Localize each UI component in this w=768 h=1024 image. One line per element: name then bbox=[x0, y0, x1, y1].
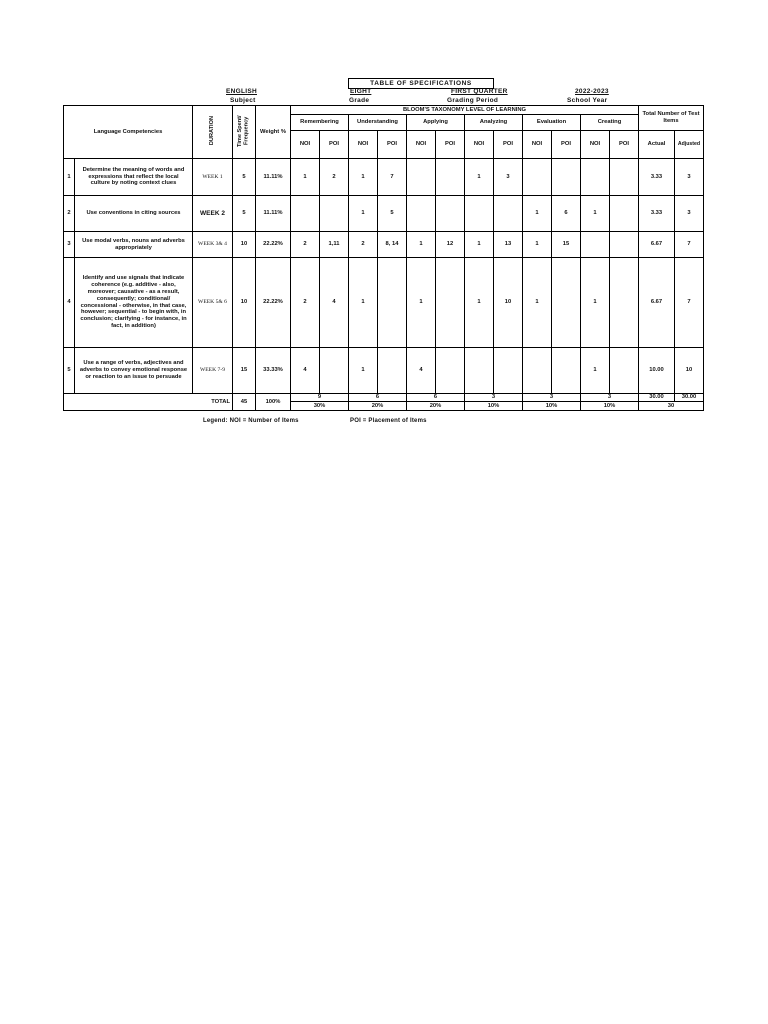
weight-cell: 11.11% bbox=[256, 159, 291, 196]
evaluation-total-count: 3 bbox=[523, 394, 581, 402]
analyzing-poi bbox=[494, 348, 523, 394]
total-row-1 bbox=[64, 394, 704, 402]
applying-noi: 1 bbox=[407, 258, 436, 348]
creating-poi bbox=[610, 196, 639, 232]
grade-label: Grade bbox=[349, 97, 370, 104]
evaluation-poi bbox=[552, 159, 581, 196]
legend-poi: POI = Placement of Items bbox=[350, 418, 427, 424]
row-number: 1 bbox=[64, 159, 75, 196]
weight-header: Weight % bbox=[256, 106, 291, 159]
understanding-poi: 7 bbox=[378, 159, 407, 196]
understanding-noi: 1 bbox=[349, 348, 378, 394]
evaluation-noi: 1 bbox=[523, 258, 552, 348]
time-cell: 15 bbox=[233, 348, 256, 394]
grand-total: 30 bbox=[639, 402, 704, 411]
applying-noi: 1 bbox=[407, 232, 436, 258]
table-row bbox=[64, 232, 704, 258]
understanding-poi: 5 bbox=[378, 196, 407, 232]
competency-cell: Use a range of verbs, adjectives and adverbs to convey emotional response or reaction to an issue to persuade bbox=[75, 348, 193, 394]
total-time: 45 bbox=[233, 394, 256, 411]
analyzing-noi: 1 bbox=[465, 159, 494, 196]
total-items-header: Total Number of Test Items bbox=[639, 106, 704, 131]
subject-value: ENGLISH bbox=[226, 88, 257, 95]
adjusted-cell: 7 bbox=[675, 232, 704, 258]
analyzing-poi: 3 bbox=[494, 159, 523, 196]
applying-poi bbox=[436, 159, 465, 196]
adjusted-cell: 3 bbox=[675, 159, 704, 196]
poi-header: POI bbox=[378, 131, 407, 159]
duration-cell: WEEK 3& 4 bbox=[193, 232, 233, 258]
analyzing-poi bbox=[494, 196, 523, 232]
actual-cell: 6.67 bbox=[639, 232, 675, 258]
creating-poi bbox=[610, 232, 639, 258]
applying-poi bbox=[436, 196, 465, 232]
creating-noi: 1 bbox=[581, 348, 610, 394]
level-applying: Applying bbox=[407, 115, 465, 131]
remembering-noi bbox=[291, 196, 320, 232]
applying-noi: 4 bbox=[407, 348, 436, 394]
applying-poi bbox=[436, 258, 465, 348]
remembering-noi: 2 bbox=[291, 232, 320, 258]
understanding-noi: 1 bbox=[349, 196, 378, 232]
remembering-total-count: 9 bbox=[291, 394, 349, 402]
competency-cell: Use modal verbs, nouns and adverbs appropriately bbox=[75, 232, 193, 258]
grade-value: EIGHT bbox=[350, 88, 372, 95]
applying-poi bbox=[436, 348, 465, 394]
competency-cell: Identify and use signals that indicate coherence (e.g. additive - also, moreover; causative - as a result, consequently; conditional/ concessional - otherwise, in that case, however; sequential - to begin with, in conclusion; clarifying - for instance, in fact, in addition) bbox=[75, 258, 193, 348]
actual-cell: 6.67 bbox=[639, 258, 675, 348]
competencies-header: Language Competencies bbox=[64, 106, 193, 159]
specifications-table bbox=[63, 105, 704, 411]
evaluation-poi bbox=[552, 348, 581, 394]
evaluation-noi: 1 bbox=[523, 232, 552, 258]
understanding-poi bbox=[378, 348, 407, 394]
evaluation-noi: 1 bbox=[523, 196, 552, 232]
analyzing-noi: 1 bbox=[465, 232, 494, 258]
noi-header: NOI bbox=[523, 131, 552, 159]
actual-total: 30.00 bbox=[639, 394, 675, 402]
weight-cell: 22.22% bbox=[256, 232, 291, 258]
evaluation-poi: 6 bbox=[552, 196, 581, 232]
competency-cell: Use conventions in citing sources bbox=[75, 196, 193, 232]
row-number: 5 bbox=[64, 348, 75, 394]
remembering-noi: 1 bbox=[291, 159, 320, 196]
analyzing-noi bbox=[465, 196, 494, 232]
noi-header: NOI bbox=[465, 131, 494, 159]
time-cell: 5 bbox=[233, 159, 256, 196]
level-creating: Creating bbox=[581, 115, 639, 131]
header-row-1 bbox=[64, 106, 704, 115]
poi-header: POI bbox=[494, 131, 523, 159]
weight-cell: 11.11% bbox=[256, 196, 291, 232]
understanding-noi: 1 bbox=[349, 258, 378, 348]
analyzing-noi bbox=[465, 348, 494, 394]
actual-cell: 3.33 bbox=[639, 196, 675, 232]
table-row bbox=[64, 258, 704, 348]
creating-total-count: 3 bbox=[581, 394, 639, 402]
table-row bbox=[64, 159, 704, 196]
evaluation-poi: 15 bbox=[552, 232, 581, 258]
creating-noi: 1 bbox=[581, 258, 610, 348]
adjusted-cell: 3 bbox=[675, 196, 704, 232]
subject-label: Subject bbox=[230, 97, 256, 104]
weight-cell: 22.22% bbox=[256, 258, 291, 348]
actual-cell: 10.00 bbox=[639, 348, 675, 394]
creating-poi bbox=[610, 258, 639, 348]
remembering-poi bbox=[320, 348, 349, 394]
creating-poi bbox=[610, 348, 639, 394]
creating-total-percent: 10% bbox=[581, 402, 639, 411]
creating-poi bbox=[610, 159, 639, 196]
evaluation-total-percent: 10% bbox=[523, 402, 581, 411]
adjusted-total: 30.00 bbox=[675, 394, 704, 402]
poi-header: POI bbox=[436, 131, 465, 159]
remembering-noi: 4 bbox=[291, 348, 320, 394]
creating-noi: 1 bbox=[581, 196, 610, 232]
adjusted-cell: 7 bbox=[675, 258, 704, 348]
document-title: TABLE OF SPECIFICATIONS bbox=[348, 78, 494, 89]
level-understanding: Understanding bbox=[349, 115, 407, 131]
evaluation-noi bbox=[523, 159, 552, 196]
noi-header: NOI bbox=[581, 131, 610, 159]
remembering-poi: 4 bbox=[320, 258, 349, 348]
adjusted-header: Adjusted bbox=[675, 131, 704, 159]
time-spent-header: Time Spent/ Frequency bbox=[233, 106, 256, 159]
applying-noi bbox=[407, 196, 436, 232]
remembering-poi: 2 bbox=[320, 159, 349, 196]
bloom-header: BLOOM'S TAXONOMY LEVEL OF LEARNING bbox=[291, 106, 639, 115]
grading-period-value: FIRST QUARTER bbox=[451, 88, 508, 95]
remembering-poi bbox=[320, 196, 349, 232]
school-year-label: School Year bbox=[567, 97, 608, 104]
analyzing-poi: 13 bbox=[494, 232, 523, 258]
time-cell: 5 bbox=[233, 196, 256, 232]
duration-header: DURATION bbox=[193, 106, 233, 159]
duration-cell: WEEK 7-9 bbox=[193, 348, 233, 394]
row-number: 4 bbox=[64, 258, 75, 348]
poi-header: POI bbox=[610, 131, 639, 159]
evaluation-noi bbox=[523, 348, 552, 394]
total-blank bbox=[64, 394, 193, 411]
understanding-noi: 1 bbox=[349, 159, 378, 196]
grading-period-label: Grading Period bbox=[447, 97, 499, 104]
analyzing-noi: 1 bbox=[465, 258, 494, 348]
creating-noi bbox=[581, 232, 610, 258]
actual-header: Actual bbox=[639, 131, 675, 159]
creating-noi bbox=[581, 159, 610, 196]
level-remembering: Remembering bbox=[291, 115, 349, 131]
analyzing-total-percent: 10% bbox=[465, 402, 523, 411]
applying-noi bbox=[407, 159, 436, 196]
table-row bbox=[64, 348, 704, 394]
actual-cell: 3.33 bbox=[639, 159, 675, 196]
weight-cell: 33.33% bbox=[256, 348, 291, 394]
remembering-noi: 2 bbox=[291, 258, 320, 348]
adjusted-cell: 10 bbox=[675, 348, 704, 394]
time-cell: 10 bbox=[233, 258, 256, 348]
school-year-value: 2022-2023 bbox=[575, 88, 609, 95]
evaluation-poi bbox=[552, 258, 581, 348]
poi-header: POI bbox=[320, 131, 349, 159]
duration-cell: WEEK 1 bbox=[193, 159, 233, 196]
understanding-poi: 8, 14 bbox=[378, 232, 407, 258]
level-evaluation: Evaluation bbox=[523, 115, 581, 131]
remembering-poi: 1,11 bbox=[320, 232, 349, 258]
applying-total-percent: 20% bbox=[407, 402, 465, 411]
remembering-total-percent: 30% bbox=[291, 402, 349, 411]
total-weight: 100% bbox=[256, 394, 291, 411]
duration-cell: WEEK 2 bbox=[193, 196, 233, 232]
analyzing-poi: 10 bbox=[494, 258, 523, 348]
noi-header: NOI bbox=[349, 131, 378, 159]
table-row bbox=[64, 196, 704, 232]
total-label: TOTAL bbox=[193, 394, 233, 411]
legend-noi: Legend: NOI = Number of Items bbox=[203, 418, 299, 424]
competency-cell: Determine the meaning of words and expressions that reflect the local culture by noting context clues bbox=[75, 159, 193, 196]
noi-header: NOI bbox=[291, 131, 320, 159]
analyzing-total-count: 3 bbox=[465, 394, 523, 402]
time-cell: 10 bbox=[233, 232, 256, 258]
applying-poi: 12 bbox=[436, 232, 465, 258]
row-number: 3 bbox=[64, 232, 75, 258]
understanding-noi: 2 bbox=[349, 232, 378, 258]
poi-header: POI bbox=[552, 131, 581, 159]
understanding-total-percent: 20% bbox=[349, 402, 407, 411]
row-number: 2 bbox=[64, 196, 75, 232]
understanding-total-count: 6 bbox=[349, 394, 407, 402]
applying-total-count: 6 bbox=[407, 394, 465, 402]
understanding-poi bbox=[378, 258, 407, 348]
level-analyzing: Analyzing bbox=[465, 115, 523, 131]
duration-cell: WEEK 5& 6 bbox=[193, 258, 233, 348]
noi-header: NOI bbox=[407, 131, 436, 159]
